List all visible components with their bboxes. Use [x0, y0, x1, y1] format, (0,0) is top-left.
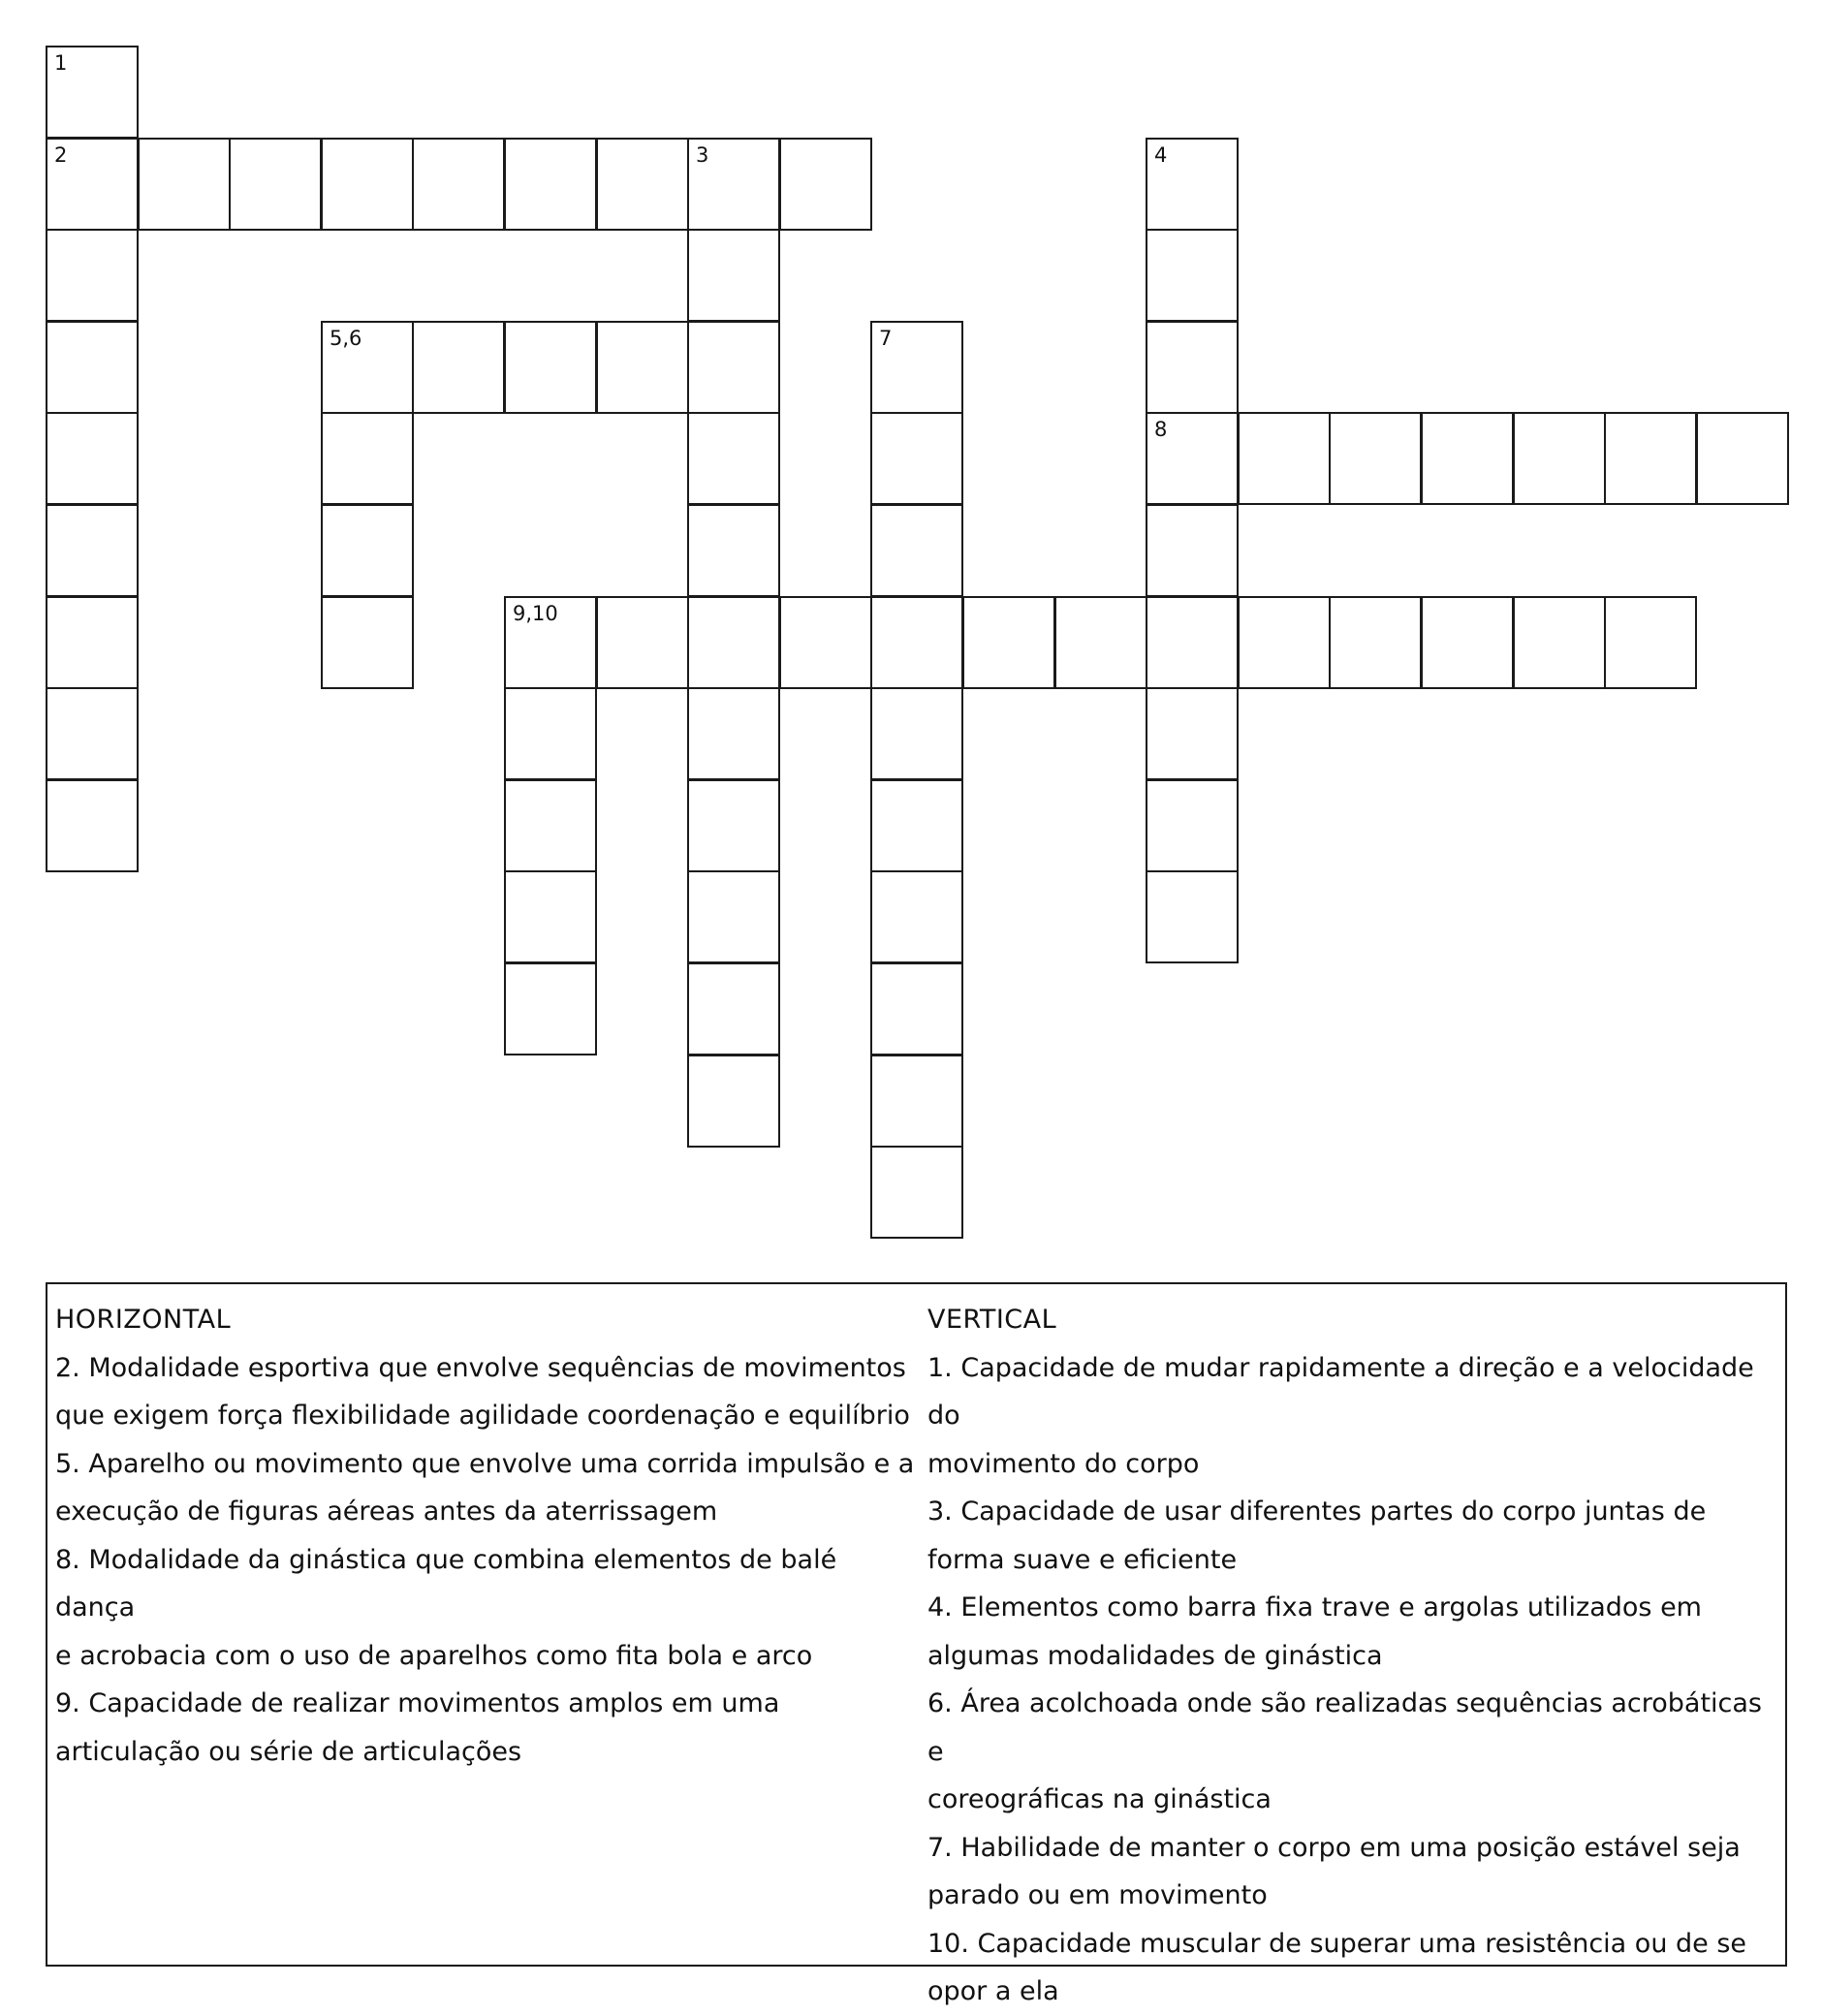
crossword-cell[interactable] [321, 504, 414, 597]
crossword-cell[interactable] [1146, 412, 1239, 505]
crossword-cell[interactable] [687, 962, 780, 1055]
clue-line: opor a ela [927, 1976, 1059, 2006]
crossword-cell[interactable] [321, 412, 414, 505]
crossword-cell[interactable] [412, 138, 505, 231]
crossword-cell[interactable] [1054, 596, 1147, 689]
clue-line: execução de figuras aéreas antes da aterrissagem [55, 1496, 718, 1527]
crossword-cell[interactable] [321, 321, 414, 414]
crossword-cell[interactable] [687, 779, 780, 872]
crossword-cell[interactable] [1146, 229, 1239, 322]
crossword-cell[interactable] [46, 504, 139, 597]
clue-number: 3 [696, 143, 709, 167]
crossword-cell[interactable] [1604, 412, 1697, 505]
crossword-cell[interactable] [1696, 412, 1789, 505]
crossword-cell[interactable] [870, 779, 963, 872]
clues-horizontal [55, 1296, 918, 1776]
crossword-cell[interactable] [687, 596, 780, 689]
clue-number: 8 [1154, 418, 1168, 441]
crossword-cell[interactable] [1329, 412, 1422, 505]
crossword-cell[interactable] [504, 687, 597, 780]
crossword-cell[interactable] [504, 596, 597, 689]
clue-number: 5,6 [330, 327, 362, 350]
clue-number: 7 [879, 327, 893, 350]
clue-line: 4. Elementos como barra fixa trave e argolas utilizados em [927, 1592, 1702, 1622]
clue-line: forma suave e eficiente [927, 1544, 1238, 1575]
crossword-cell[interactable] [1238, 596, 1331, 689]
clue-line: 1. Capacidade de mudar rapidamente a direção e a velocidade do [927, 1352, 1754, 1431]
crossword-cell[interactable] [687, 1055, 780, 1148]
clue-number: 1 [54, 51, 68, 75]
crossword-cell[interactable] [687, 504, 780, 597]
crossword-cell[interactable] [46, 687, 139, 780]
crossword-cell[interactable] [504, 870, 597, 963]
crossword-cell[interactable] [229, 138, 322, 231]
crossword-cell[interactable] [687, 870, 780, 963]
crossword-cell[interactable] [596, 596, 689, 689]
crossword-cell[interactable] [962, 596, 1055, 689]
crossword-cell[interactable] [1604, 596, 1697, 689]
clue-line: movimento do corpo [927, 1448, 1200, 1479]
clue-line: 5. Aparelho ou movimento que envolve uma corrida impulsão e a [55, 1448, 915, 1479]
crossword-cell[interactable] [1146, 870, 1239, 963]
clue-line: 2. Modalidade esportiva que envolve sequências de movimentos [55, 1352, 906, 1383]
clue-line: 3. Capacidade de usar diferentes partes do corpo juntas de [927, 1496, 1707, 1527]
crossword-cell[interactable] [1146, 596, 1239, 689]
crossword-cell[interactable] [870, 1146, 963, 1239]
crossword-cell[interactable] [1421, 596, 1514, 689]
crossword-cell[interactable] [1329, 596, 1422, 689]
crossword-cell[interactable] [1238, 412, 1331, 505]
crossword-cell[interactable] [687, 321, 780, 414]
clue-number: 2 [54, 143, 68, 167]
crossword-cell[interactable] [870, 504, 963, 597]
crossword-cell[interactable] [46, 321, 139, 414]
crossword-cell[interactable] [687, 412, 780, 505]
crossword-cell[interactable] [46, 779, 139, 872]
crossword-cell[interactable] [779, 138, 872, 231]
clue-line: articulação ou série de articulações [55, 1736, 522, 1767]
crossword-cell[interactable] [1146, 138, 1239, 231]
crossword-cell[interactable] [504, 779, 597, 872]
crossword-cell[interactable] [46, 596, 139, 689]
clue-line: 8. Modalidade da ginástica que combina elementos de balé dança [55, 1544, 837, 1622]
clue-line: parado ou em movimento [927, 1880, 1268, 1910]
clues-vertical-heading: VERTICAL [927, 1305, 1057, 1335]
crossword-cell[interactable] [870, 596, 963, 689]
crossword-cell[interactable] [46, 138, 139, 231]
crossword-cell[interactable] [1513, 412, 1606, 505]
crossword-cell[interactable] [46, 229, 139, 322]
crossword-cell[interactable] [504, 138, 597, 231]
crossword-cell[interactable] [1146, 687, 1239, 780]
crossword-cell[interactable] [687, 687, 780, 780]
crossword-cell[interactable] [870, 321, 963, 414]
crossword-cell[interactable] [1146, 779, 1239, 872]
crossword-cell[interactable] [870, 687, 963, 780]
crossword-cell[interactable] [504, 321, 597, 414]
crossword-cell[interactable] [687, 229, 780, 322]
crossword-cell[interactable] [1146, 504, 1239, 597]
crossword-cell[interactable] [596, 138, 689, 231]
clue-line: 10. Capacidade muscular de superar uma resistência ou de se [927, 1928, 1747, 1959]
clue-line: 6. Área acolchoada onde são realizadas sequências acrobáticas e [927, 1688, 1762, 1767]
crossword-cell[interactable] [1146, 321, 1239, 414]
crossword-cell[interactable] [46, 46, 139, 139]
crossword-cell[interactable] [138, 138, 231, 231]
clue-line: 7. Habilidade de manter o corpo em uma posição estável seja [927, 1832, 1741, 1863]
clue-line: 9. Capacidade de realizar movimentos amplos em uma [55, 1688, 780, 1718]
crossword-cell[interactable] [870, 1055, 963, 1148]
crossword-cell[interactable] [321, 138, 414, 231]
clues-panel [46, 1282, 1787, 2006]
clue-number: 9,10 [513, 602, 558, 625]
clue-number: 4 [1154, 143, 1168, 167]
clues-horizontal-heading: HORIZONTAL [55, 1305, 232, 1335]
crossword-cell[interactable] [1421, 412, 1514, 505]
crossword-cell[interactable] [504, 962, 597, 1055]
crossword-cell[interactable] [46, 412, 139, 505]
crossword-cell[interactable] [412, 321, 505, 414]
crossword-cell[interactable] [321, 596, 414, 689]
crossword-cell[interactable] [870, 870, 963, 963]
crossword-cell[interactable] [596, 321, 689, 414]
clue-line: coreográficas na ginástica [927, 1784, 1272, 1814]
crossword-cell[interactable] [687, 138, 780, 231]
crossword-cell[interactable] [870, 412, 963, 505]
clue-line: e acrobacia com o uso de aparelhos como fita bola e arco [55, 1640, 813, 1671]
crossword-cell[interactable] [1513, 596, 1606, 689]
clue-line: que exigem força flexibilidade agilidade coordenação e equilíbrio [55, 1401, 910, 1431]
crossword-cell[interactable] [779, 596, 872, 689]
clues-vertical [927, 1296, 1780, 2016]
clue-line: algumas modalidades de ginástica [927, 1640, 1383, 1671]
crossword-cell[interactable] [870, 962, 963, 1055]
